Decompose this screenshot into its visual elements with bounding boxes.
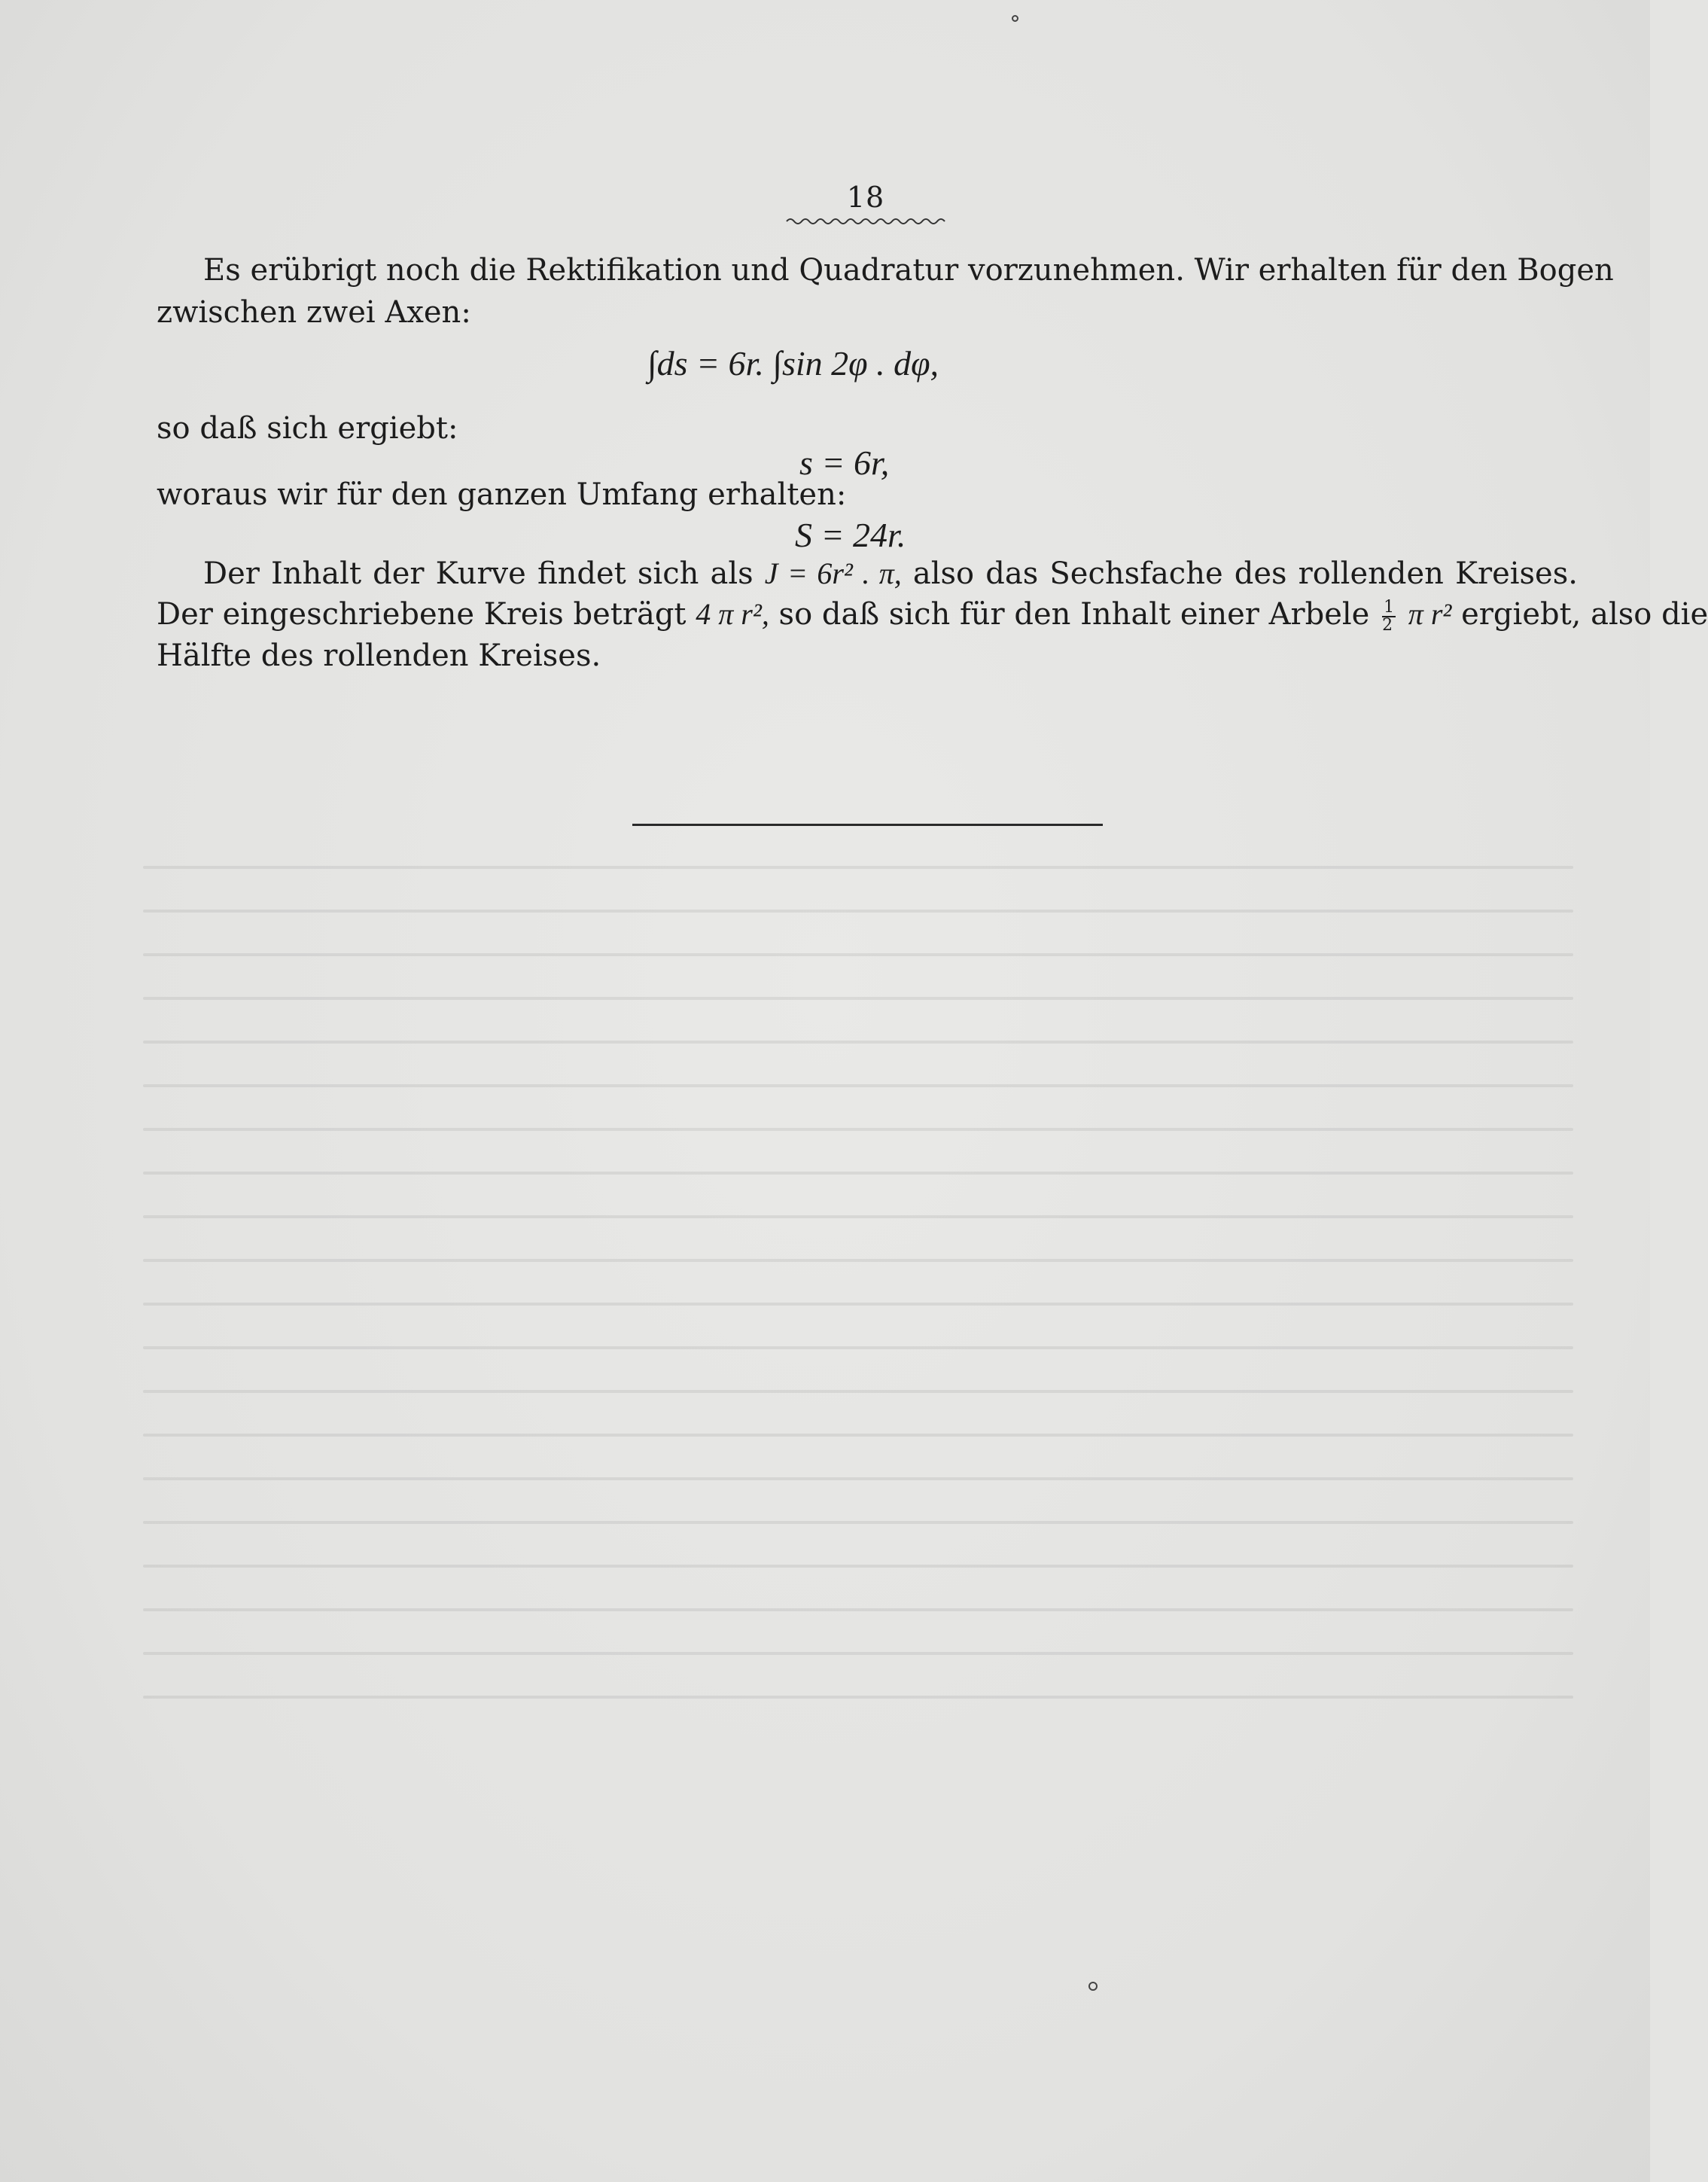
section-divider <box>632 824 1103 826</box>
paragraph-line <box>203 556 1578 591</box>
paragraph-line: Hälfte des rollenden Kreises. <box>157 638 601 673</box>
paragraph-line: woraus wir für den ganzen Umfang erhalten: <box>157 477 847 512</box>
formula-integral: ∫ds = 6r. ∫sin 2φ . dφ, <box>647 344 939 382</box>
inline-formula: 4 π r², <box>696 597 769 631</box>
text-segment: ergiebt, also die <box>1461 597 1708 632</box>
paragraph-line: so daß sich ergiebt: <box>157 411 458 446</box>
formula-arc-length: s = 6r, <box>799 443 890 482</box>
speck-mark <box>1012 15 1018 22</box>
paragraph-line <box>157 596 1708 635</box>
fraction <box>1382 599 1396 634</box>
inline-formula: J = 6r² . π, <box>764 556 902 590</box>
page-number: 18 <box>846 181 885 214</box>
fraction-denominator: 2 <box>1382 616 1393 635</box>
text-segment: also das Sechsfache des rollenden Kreises. <box>912 556 1578 591</box>
speck-mark <box>1088 1982 1098 1991</box>
paragraph-line: zwischen zwei Axen: <box>157 295 471 330</box>
fraction-numerator: 1 <box>1384 598 1395 617</box>
text-segment: Der Inhalt der Kurve findet sich als <box>203 556 754 591</box>
paragraph-line: Es erübrigt noch die Rektifikation und Quadratur vorzunehmen. Wir erhalten für den Bogen <box>203 253 1614 288</box>
inline-formula: π r² <box>1408 597 1452 631</box>
text-segment: so daß sich für den Inhalt einer Arbele <box>778 597 1370 632</box>
text-segment: Der eingeschriebene Kreis beträgt <box>157 597 687 632</box>
bleed-through-text <box>143 866 1573 1807</box>
formula-circumference: S = 24r. <box>795 516 906 554</box>
page-number-ornament <box>787 217 945 226</box>
